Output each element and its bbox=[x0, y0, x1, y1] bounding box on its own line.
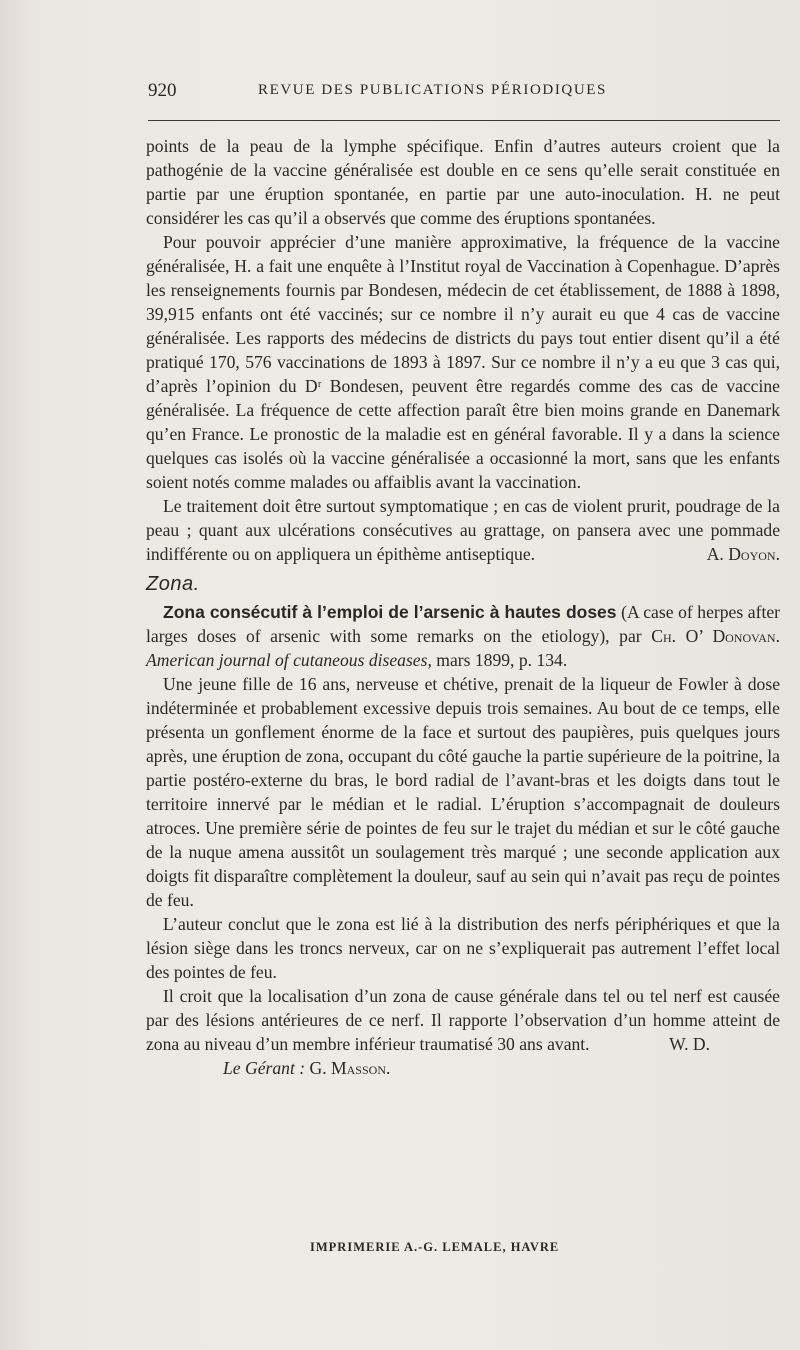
article-title: Zona consécutif à l’emploi de l’arsenic à hautes doses bbox=[163, 602, 617, 622]
article-ref-text: (A case of herpes after larges doses of arsenic with some remarks on the etiology), par bbox=[146, 602, 780, 646]
signature-doyon: A. Doyon. bbox=[706, 544, 780, 564]
article-author: Ch. O’ Donovan. bbox=[651, 626, 780, 646]
paragraph bbox=[146, 494, 780, 566]
paragraph: points de la peau de la lymphe spécifique. Enfin d’autres auteurs croient que la pathogénie de la vaccine généralisée est double en ce sens qu’elle serait constituée en partie par une éruption spontanée, en partie par une auto-inoculation. H. ne peut considérer les cas qu’il a observés que comme des éruptions spontanées. bbox=[146, 136, 780, 228]
paragraph-text: Le traitement doit être surtout symptomatique ; en cas de violent prurit, poudrage de la peau ; quant aux ulcérations consécutives au grattage, on pansera avec une pommade indifférente ou on appliquera un épithème antiseptique. bbox=[146, 496, 780, 564]
paragraph: L’auteur conclut que le zona est lié à la distribution des nerfs périphériques et que la lésion siège dans les troncs nerveux, car on ne s’expliquerait pas autrement l’effet local des pointes de feu. bbox=[146, 914, 780, 982]
paragraph-text: Il croit que la localisation d’un zona de cause générale dans tel ou tel nerf est causée par des lésions antérieures de ce nerf. Il rapporte l’observation d’un homme atteint de zona au niveau d’un membre inférieur traumatisé 30 ans avant. bbox=[146, 986, 780, 1054]
paragraph: Une jeune fille de 16 ans, nerveuse et chétive, prenait de la liqueur de Fowler à dose indéterminée et probablement excessive depuis trois semaines. Au bout de ce temps, elle présenta un gonflement énorme de la face et surtout des paupières, puis quelques jours après, une éruption de zona, occupant du côté gauche la partie supérieure de la poitrine, la partie postéro-externe du bras, le bord radial de l’avant-bras et les doigts dans tout le territoire innervé par le médian et le radial. L’éruption s’accompagnait de douleurs atroces. Une première série de pointes de feu sur le trajet du médian et sur le côté gauche de la nuque amena aussitôt un soulagement très marqué ; une seconde application aux doigts fit disparaître complètement la douleur, sauf au sein qui n’avait pas reçu de pointes de feu. bbox=[146, 674, 780, 910]
paragraph: Pour pouvoir apprécier d’une manière approximative, la fréquence de la vaccine généralisée, H. a fait une enquête à l’Institut royal de Vaccination à Copenhague. D’après les renseignements fournis par Bondesen, médecin de cet établissement, de 1888 à 1898, 39,915 enfants ont été vaccinés; sur ce nombre il n’y aurait eu que 4 cas de vaccine généralisée. Les rapports des médecins de districts du pays tout entier disent qu’il a été pratiqué 170, 576 vaccinations de 1893 à 1897. Sur ce nombre il n’y a eu que 3 cas qui, d’après l’opinion du Dʳ Bondesen, peuvent être regardés comme des cas de vaccine généralisée. La fréquence de cette affection paraît être bien moins grande en Danemark qu’en France. Le pronostic de la maladie est en général favorable. Il y a dans la science quelques cas isolés où la vaccine généralisée a occasionné la mort, sans que les enfants soient notés comme malades ou affaiblis avant la vaccination. bbox=[146, 232, 780, 492]
paragraph bbox=[146, 984, 780, 1056]
article-reference bbox=[146, 600, 780, 672]
article-ref-date: mars 1899, p. 134. bbox=[431, 650, 568, 670]
printer-imprint: IMPRIMERIE A.-G. LEMALE, HAVRE bbox=[310, 1240, 560, 1254]
header-rule bbox=[148, 120, 780, 121]
gerant-label: Le Gérant : bbox=[223, 1058, 306, 1078]
page-header bbox=[148, 80, 778, 110]
gerant-name: G. Masson. bbox=[309, 1058, 391, 1078]
page-number: 920 bbox=[148, 80, 177, 101]
page-body bbox=[146, 134, 780, 1080]
article-journal: American journal of cutaneous diseases, bbox=[146, 650, 432, 670]
signature-wd: W. D. bbox=[669, 1034, 710, 1054]
gerant-line bbox=[146, 1056, 780, 1080]
running-title: REVUE DES PUBLICATIONS PÉRIODIQUES bbox=[258, 82, 607, 98]
section-title: Zona. bbox=[146, 573, 200, 595]
